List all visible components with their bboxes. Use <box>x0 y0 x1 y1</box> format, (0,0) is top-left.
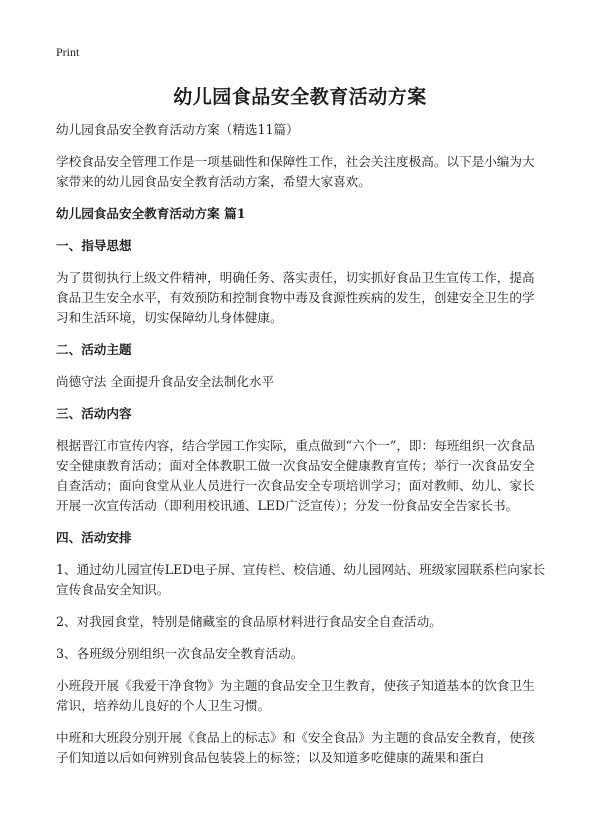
schedule-item-2: 2、对我园食堂，特别是储藏室的食品原材料进行食品安全自查活动。 <box>56 614 442 629</box>
document-body <box>56 120 546 780</box>
print-link[interactable]: Print <box>56 45 80 59</box>
paragraph-activity-content: 根据晋江市宣传内容，结合学园工作实际，重点做到“六个一”，即：每班组织一次食品安全健康教育活动；面对全体教职工做一次食品安全健康教育宣传；举行一次食品安全自查活动；面向食堂从业人员进行一次食品安全专项培训学习；面对教师、幼儿、家长开展一次宣传活动（即利用校讯通、LED广泛宣传）；分发一份食品安全告家长书。 <box>56 438 535 513</box>
intro-paragraph: 学校食品安全管理工作是一项基础性和保障性工作，社会关注度极高。以下是小编为大家带来的幼儿园食品安全教育活动方案，希望大家喜欢。 <box>56 154 535 189</box>
paragraph-small-class: 小班段开展《我爱干净食物》为主题的食品安全卫生教育，使孩子知道基本的饮食卫生常识，培养幼儿良好的个人卫生习惯。 <box>56 678 535 713</box>
paragraph-activity-theme: 尚德守法 全面提升食品安全法制化水平 <box>56 374 275 389</box>
heading-guiding-ideology: 一、指导思想 <box>56 238 132 253</box>
paragraph-middle-large-class: 中班和大班段分别开展《食品上的标志》和《安全食品》为主题的食品安全教育，使孩子们知道以后如何辨别食品包装袋上的标签；以及知道多吃健康的蔬果和蛋白 <box>56 730 535 765</box>
document-title: 幼儿园食品安全教育活动方案 <box>173 86 427 108</box>
schedule-item-1: 1、通过幼儿园宣传LED电子屏、宣传栏、校信通、幼儿园网站、班级家园联系栏向家长宣传食品安全知识。 <box>56 562 546 597</box>
document-subtitle: 幼儿园食品安全教育活动方案（精选11篇） <box>56 122 299 137</box>
paragraph-guiding-ideology: 为了贯彻执行上级文件精神，明确任务、落实责任，切实抓好食品卫生宣传工作，提高食品卫生安全水平，有效预防和控制食物中毒及食源性疾病的发生，创建安全卫生的学习和生活环境，切实保障幼儿身体健康。 <box>56 270 535 325</box>
section-title: 幼儿园食品安全教育活动方案 篇1 <box>56 206 246 221</box>
heading-activity-schedule: 四、活动安排 <box>56 530 132 545</box>
heading-activity-theme: 二、活动主题 <box>56 342 132 357</box>
schedule-item-3: 3、各班级分别组织一次食品安全教育活动。 <box>56 646 304 661</box>
heading-activity-content: 三、活动内容 <box>56 406 132 421</box>
